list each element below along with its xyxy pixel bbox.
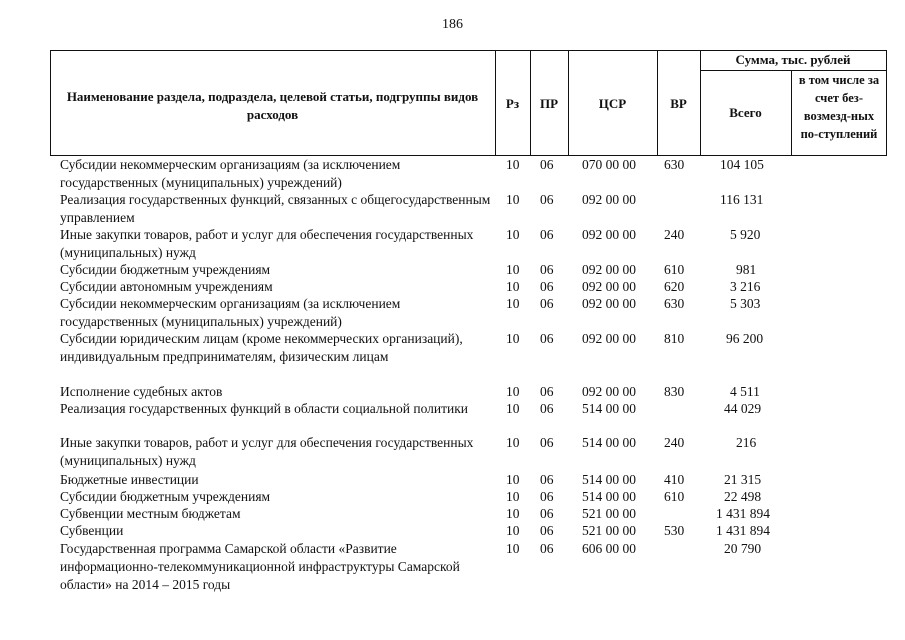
header-rz: Рз (505, 96, 520, 111)
row-vr: 240 (664, 435, 685, 450)
row-vr: 630 (664, 157, 685, 172)
row-name: Реализация государственных функций в области социальной политики (60, 401, 469, 416)
row-total: 20 790 (724, 541, 762, 556)
row-name: Реализация государственных функций, связанных с общегосударственным управлением (60, 192, 491, 225)
row-csr: 606 00 00 (582, 541, 636, 556)
row-csr: 092 00 00 (582, 296, 636, 311)
row-pr: 06 (540, 384, 554, 399)
row-name: Субсидии бюджетным учреждениям (60, 262, 271, 277)
row-csr: 092 00 00 (582, 331, 636, 346)
header-csr: ЦСР (598, 96, 627, 111)
row-csr: 092 00 00 (582, 192, 636, 207)
header-pr: ПР (539, 96, 559, 111)
row-total: 104 105 (720, 157, 764, 172)
row-pr: 06 (540, 506, 554, 521)
row-name: Субвенции (60, 523, 124, 538)
row-csr: 092 00 00 (582, 279, 636, 294)
row-pr: 06 (540, 279, 554, 294)
row-rz: 10 (506, 384, 520, 399)
row-total: 1 431 894 (716, 506, 770, 521)
row-csr: 070 00 00 (582, 157, 636, 172)
row-rz: 10 (506, 262, 520, 277)
row-total: 21 315 (724, 472, 762, 487)
row-pr: 06 (540, 489, 554, 504)
row-rz: 10 (506, 523, 520, 538)
row-name: Субвенции местным бюджетам (60, 506, 241, 521)
row-pr: 06 (540, 472, 554, 487)
row-rz: 10 (506, 331, 520, 346)
row-name: Субсидии некоммерческим организациям (за исключением государственных (муниципальных) учреждений) (60, 157, 401, 190)
header-name: Наименование раздела, подраздела, целевой статьи, подгруппы видов расходов (66, 89, 479, 122)
row-csr: 521 00 00 (582, 523, 636, 538)
row-csr: 514 00 00 (582, 489, 636, 504)
row-name: Иные закупки товаров, работ и услуг для обеспечения государственных (муниципальных) нужд (60, 227, 474, 260)
header-total: Всего (729, 105, 762, 120)
row-total: 5 303 (730, 296, 761, 311)
row-name: Субсидии бюджетным учреждениям (60, 489, 271, 504)
row-total: 44 029 (724, 401, 762, 416)
row-vr: 610 (664, 262, 685, 277)
row-pr: 06 (540, 523, 554, 538)
row-rz: 10 (506, 157, 520, 172)
row-rz: 10 (506, 192, 520, 207)
row-total: 96 200 (726, 331, 764, 346)
header-vr: ВР (670, 96, 687, 111)
row-pr: 06 (540, 296, 554, 311)
row-name: Субсидии юридическим лицам (кроме некоммерческих организаций), индивидуальным предпринимателям, физическим лицам (60, 331, 463, 364)
row-vr: 240 (664, 227, 685, 242)
row-rz: 10 (506, 541, 520, 556)
row-rz: 10 (506, 279, 520, 294)
row-total: 1 431 894 (716, 523, 770, 538)
row-rz: 10 (506, 489, 520, 504)
row-pr: 06 (540, 192, 554, 207)
row-pr: 06 (540, 331, 554, 346)
header-border-total-free (791, 70, 792, 156)
header-border-left (50, 50, 51, 156)
row-csr: 092 00 00 (582, 227, 636, 242)
row-rz: 10 (506, 227, 520, 242)
row-vr: 410 (664, 472, 685, 487)
row-vr: 620 (664, 279, 685, 294)
row-name: Исполнение судебных актов (60, 384, 223, 399)
row-vr: 830 (664, 384, 685, 399)
row-vr: 810 (664, 331, 685, 346)
row-vr: 610 (664, 489, 685, 504)
header-sum-group: Сумма, тыс. рублей (735, 52, 851, 67)
row-name: Государственная программа Самарской области «Развитие информационно-телекоммуникационной инфраструктуры Самарской области» на 2014 – 2015 годы (60, 541, 460, 592)
row-pr: 06 (540, 435, 554, 450)
row-csr: 521 00 00 (582, 506, 636, 521)
row-rz: 10 (506, 472, 520, 487)
header-border-right (886, 50, 887, 156)
row-pr: 06 (540, 541, 554, 556)
row-pr: 06 (540, 401, 554, 416)
row-total: 4 511 (730, 384, 760, 399)
row-csr: 092 00 00 (582, 262, 636, 277)
row-total: 981 (736, 262, 757, 277)
row-total: 5 920 (730, 227, 761, 242)
row-name: Субсидии некоммерческим организациям (за исключением государственных (муниципальных) учреждений) (60, 296, 401, 329)
row-pr: 06 (540, 262, 554, 277)
row-vr: 530 (664, 523, 685, 538)
row-pr: 06 (540, 227, 554, 242)
row-rz: 10 (506, 401, 520, 416)
row-rz: 10 (506, 296, 520, 311)
row-vr: 630 (664, 296, 685, 311)
row-total: 22 498 (724, 489, 762, 504)
row-csr: 514 00 00 (582, 401, 636, 416)
row-rz: 10 (506, 506, 520, 521)
row-csr: 514 00 00 (582, 435, 636, 450)
page-number: 186 (442, 17, 463, 32)
row-rz: 10 (506, 435, 520, 450)
row-total: 116 131 (720, 192, 764, 207)
row-name: Субсидии автономным учреждениям (60, 279, 273, 294)
header-free-receipts: в том числе за счет без-возмезд-ных по-ступлений (798, 73, 880, 141)
row-csr: 514 00 00 (582, 472, 636, 487)
row-csr: 092 00 00 (582, 384, 636, 399)
row-name: Бюджетные инвестиции (60, 472, 199, 487)
row-name: Иные закупки товаров, работ и услуг для обеспечения государственных (муниципальных) нужд (60, 435, 474, 468)
row-total: 3 216 (730, 279, 761, 294)
row-pr: 06 (540, 157, 554, 172)
row-total: 216 (736, 435, 757, 450)
